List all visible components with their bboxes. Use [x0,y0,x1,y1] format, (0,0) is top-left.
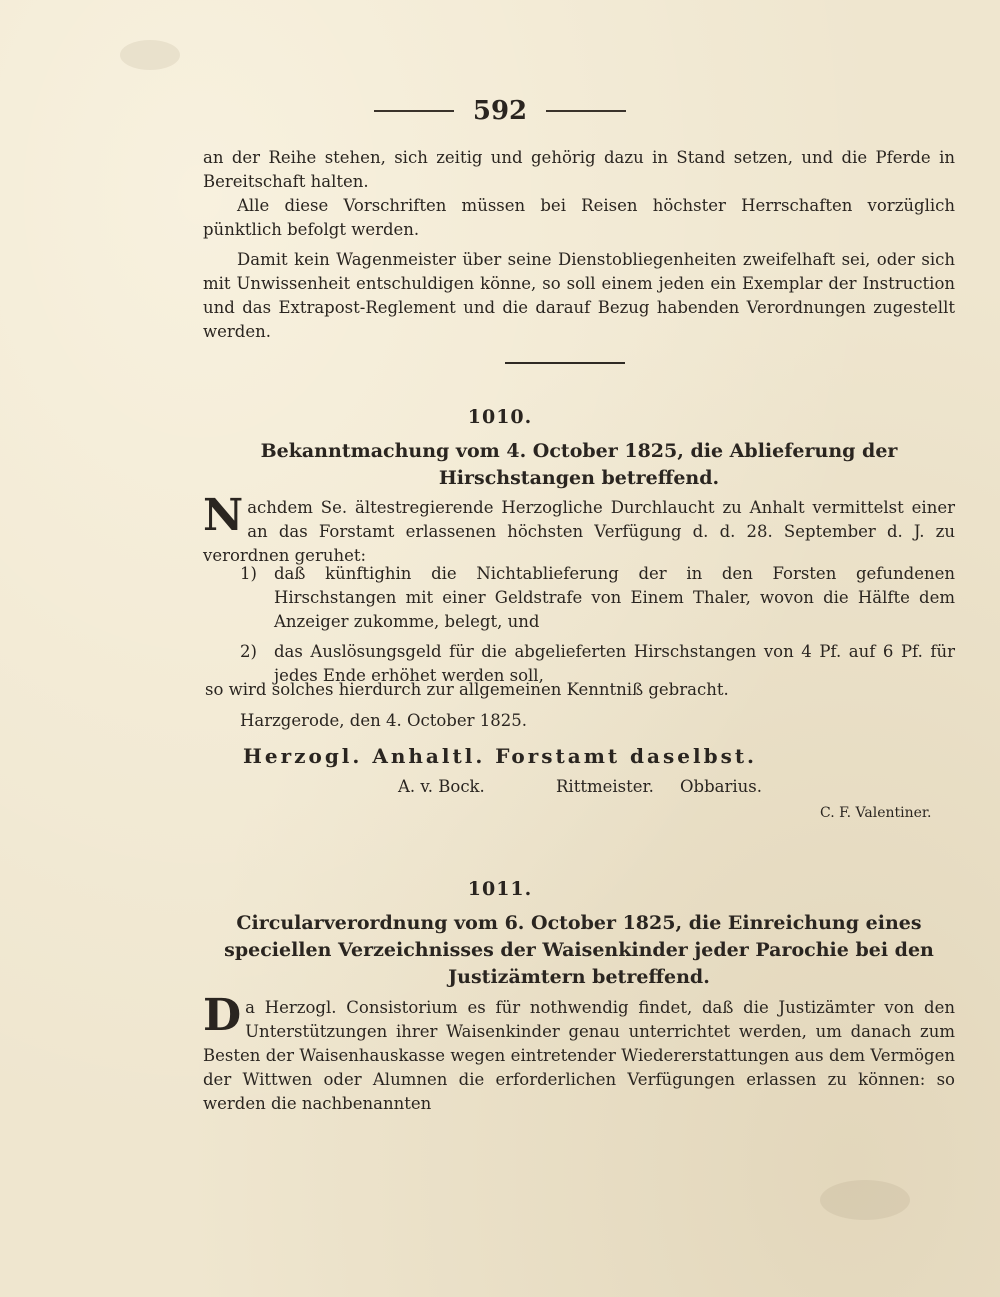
continuation-text [203,146,955,344]
body-text: a Herzogl. Consistorium es für nothwendig findet, daß die Justizämter von den Unterstützungen ihrer Waisenkinder genau unterrichtet werden, um danach zum Besten der Waisenhauskasse wegen eintretender Wiedererstattungen aus dem Vermögen der Wittwen oder Alumnen die erforderlichen Verfügungen erlassen zu können: so werden die nachbenannten [203,998,955,1113]
section-separator [505,362,625,364]
intro-text: achdem Se. ältestregierende Herzogliche Durchlaucht zu Anhalt vermittelst einer an das Forstamt erlassenen höchsten Verfügung d. d. 28. September d. J. zu verordnen geruhet: [203,498,955,565]
list-text: daß künftighin die Nichtablieferung der in den Forsten gefundenen Hirschstangen mit einer Geldstrafe von Einem Thaler, wovon die Hälfte dem Anzeiger zukomme, belegt, und [274,564,955,631]
paper-stain [820,1180,910,1220]
header-rule-left [374,110,454,112]
header-rule-right [546,110,626,112]
list-number: 2) [240,642,257,661]
section-intro [203,490,955,568]
conclusion-text: so wird solches hierdurch zur allgemeinen Kenntniß gebracht. [205,680,729,699]
section-text [203,990,955,1116]
section-number: 1010. [467,406,533,428]
place-date: Harzgerode, den 4. October 1825. [240,711,527,730]
section-title: Bekanntmachung vom 4. October 1825, die Ablieferung der Hirschstangen betreffend. [260,440,898,489]
paper-stain [120,40,180,70]
section-title: Circularverordnung vom 6. October 1825, die Einreichung eines speciellen Verzeichnisses der Waisenkinder jeder Parochie bei den Justizämtern betreffend. [224,912,934,988]
page-header [0,96,1000,126]
list-text: das Auslösungsgeld für die abgelieferten Hirschstangen von 4 Pf. auf 6 Pf. für jedes Ende erhöhet werden soll, [274,642,955,685]
page-number: 592 [472,96,528,126]
drop-capital: D [203,990,242,1041]
signer: Rittmeister. [556,777,654,796]
drop-capital: N [203,490,244,541]
paragraph: Damit kein Wagenmeister über seine Dienstobliegenheiten zweifelhaft sei, oder sich mit Unwissenheit entschuldigen könne, so soll einem jeden ein Exemplar der Instruction und das Extrapost-Reglement und die darauf Bezug habenden Verordnungen zugestellt werden. [203,250,955,341]
ordinance-list [240,562,955,688]
clerk-signature: C. F. Valentiner. [820,805,932,821]
signer: A. v. Bock. [398,777,485,796]
issuing-authority: Herzogl. Anhaltl. Forstamt daselbst. [242,744,758,768]
signer: Obbarius. [680,777,762,796]
paragraph: an der Reihe stehen, sich zeitig und gehörig dazu in Stand setzen, und die Pferde in Bereitschaft halten. [203,148,955,191]
list-item [240,562,955,634]
section-number: 1011. [467,878,533,900]
list-number: 1) [240,564,257,583]
paragraph: Alle diese Vorschriften müssen bei Reisen höchster Herrschaften vorzüglich pünktlich befolgt werden. [203,196,955,239]
